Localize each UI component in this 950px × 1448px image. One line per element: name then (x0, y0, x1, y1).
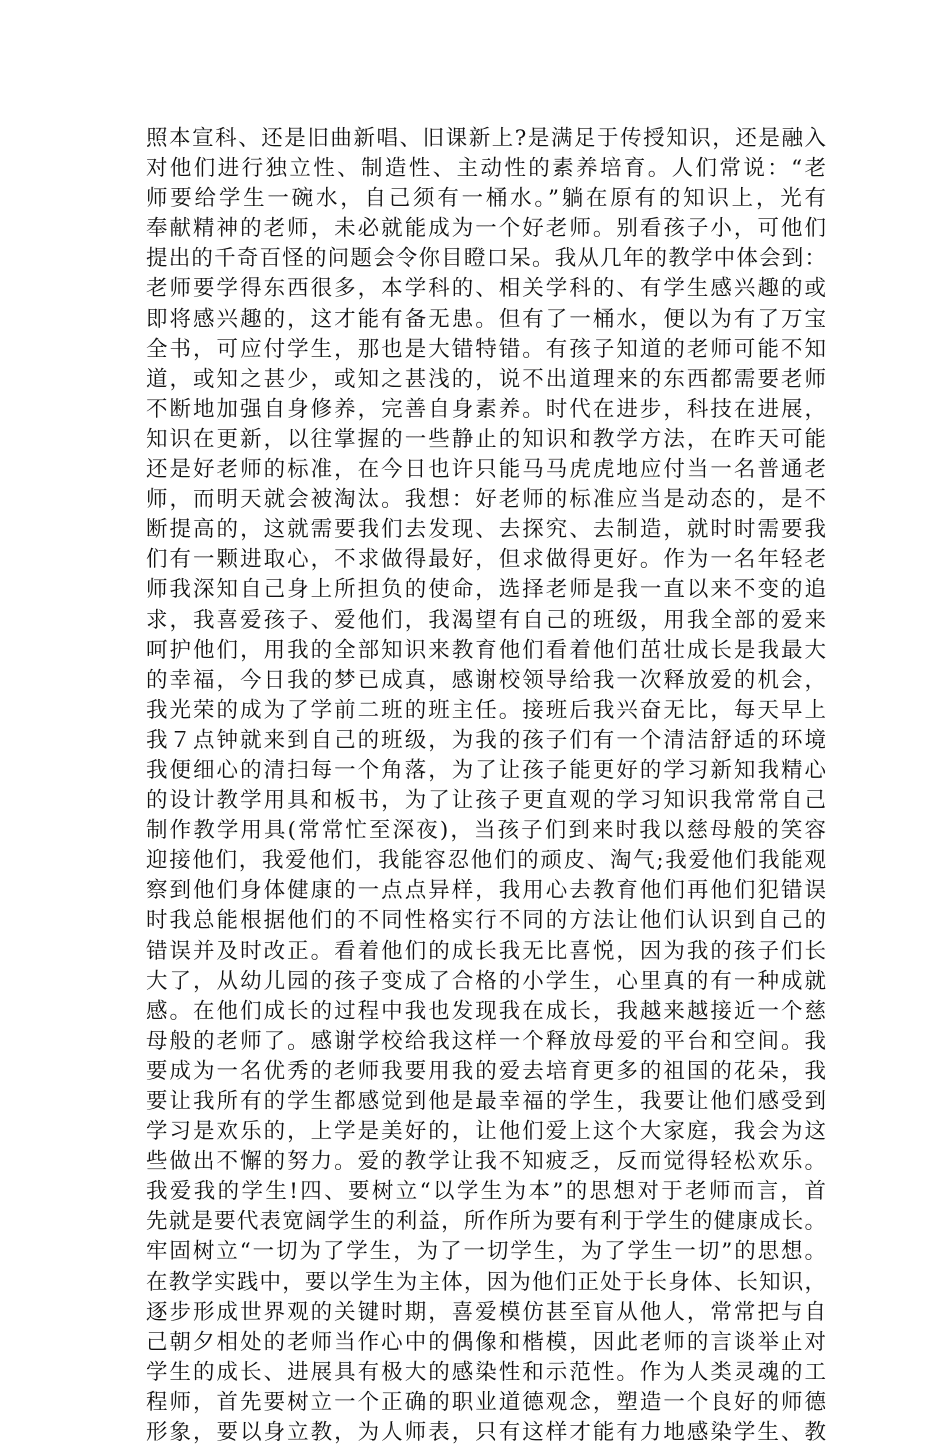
text-line: 程师，首先要树立一个正确的职业道德观念，塑造一个良好的师德 (146, 1389, 826, 1415)
text-line: 的幸福，今日我的梦已成真，感谢校领导给我一次释放爱的机会， (146, 667, 826, 693)
text-line: 奉献精神的老师，未必就能成为一个好老师。别看孩子小，可他们 (146, 216, 826, 242)
text-line: 要成为一名优秀的老师我要用我的爱去培育更多的祖国的花朵，我 (146, 1058, 826, 1084)
text-line: 全书，可应付学生，那也是大错特错。有孩子知道的老师可能不知 (146, 336, 826, 362)
text-line: 学习是欢乐的，上学是美好的，让他们爱上这个大家庭，我会为这 (146, 1119, 826, 1145)
text-line: 迎接他们，我爱他们，我能容忍他们的顽皮、淘气;我爱他们我能观 (146, 848, 826, 874)
text-line: 形象，要以身立教，为人师表，只有这样才能有力地感染学生、教 (146, 1420, 826, 1446)
text-line: 错误并及时改正。看着他们的成长我无比喜悦，因为我的孩子们长 (146, 938, 826, 964)
text-line: 道，或知之甚少，或知之甚浅的，说不出道理来的东西都需要老师 (146, 366, 826, 392)
text-line: 母般的老师了。感谢学校给我这样一个释放母爱的平台和空间。我 (146, 1028, 826, 1054)
text-line: 即将感兴趣的，这才能有备无患。但有了一桶水，便以为有了万宝 (146, 306, 826, 332)
text-line: 我便细心的清扫每一个角落，为了让孩子能更好的学习新知我精心 (146, 757, 826, 783)
text-line: 们有一颗进取心，不求做得最好，但求做得更好。作为一名年轻老 (146, 547, 826, 573)
text-line: 我爱我的学生!四、要树立“以学生为本”的思想对于老师而言，首 (146, 1179, 826, 1205)
text-line: 师，而明天就会被淘汰。我想：好老师的标准应当是动态的，是不 (146, 487, 826, 513)
text-line: 老师要学得东西很多，本学科的、相关学科的、有学生感兴趣的或 (146, 276, 826, 302)
text-line: 知识在更新，以往掌握的一些静止的知识和教学方法，在昨天可能 (146, 426, 826, 452)
text-line: 求，我喜爱孩子、爱他们，我渴望有自己的班级，用我全部的爱来 (146, 607, 826, 633)
text-line: 察到他们身体健康的一点点异样，我用心去教育他们再他们犯错误 (146, 878, 826, 904)
body-text (146, 124, 826, 1448)
text-line: 不断地加强自身修养，完善自身素养。时代在进步，科技在进展， (146, 396, 826, 422)
text-line: 己朝夕相处的老师当作心中的偶像和楷模，因此老师的言谈举止对 (146, 1329, 826, 1355)
text-line: 逐步形成世界观的关键时期，喜爱模仿甚至盲从他人，常常把与自 (146, 1299, 826, 1325)
text-line: 对他们进行独立性、制造性、主动性的素养培育。人们常说：“老 (146, 156, 826, 182)
text-line: 照本宣科、还是旧曲新唱、旧课新上?是满足于传授知识，还是融入 (146, 126, 826, 151)
text-line: 些做出不懈的努力。爱的教学让我不知疲乏，反而觉得轻松欢乐。 (146, 1149, 826, 1175)
text-line: 学生的成长、进展具有极大的感染性和示范性。作为人类灵魂的工 (146, 1359, 826, 1385)
text-line: 还是好老师的标准，在今日也许只能马马虎虎地应付当一名普通老 (146, 457, 826, 483)
text-line: 制作教学用具(常常忙至深夜)，当孩子们到来时我以慈母般的笑容 (146, 818, 826, 844)
text-line: 提出的千奇百怪的问题会令你目瞪口呆。我从几年的教学中体会到： (146, 246, 826, 272)
text-line: 大了，从幼儿园的孩子变成了合格的小学生，心里真的有一种成就 (146, 968, 826, 994)
text-line: 感。在他们成长的过程中我也发现我在成长，我越来越接近一个慈 (146, 998, 826, 1024)
text-line: 断提高的，这就需要我们去发现、去探究、去制造，就时时需要我 (146, 517, 826, 543)
text-line: 师我深知自己身上所担负的使命，选择老师是我一直以来不变的追 (146, 577, 826, 603)
text-line: 在教学实践中，要以学生为主体，因为他们正处于长身体、长知识， (146, 1269, 826, 1295)
text-line: 要让我所有的学生都感觉到他是最幸福的学生，我要让他们感受到 (146, 1089, 826, 1114)
text-line: 我７点钟就来到自己的班级，为我的孩子们有一个清洁舒适的环境 (146, 727, 826, 753)
text-line: 牢固树立“一切为了学生，为了一切学生，为了学生一切”的思想。 (146, 1239, 826, 1265)
text-line: 我光荣的成为了学前二班的班主任。接班后我兴奋无比，每天早上 (146, 697, 826, 723)
text-line: 师要给学生一碗水，自己须有一桶水。”躺在原有的知识上，光有 (146, 186, 826, 212)
text-line: 呵护他们，用我的全部知识来教育他们看着他们茁壮成长是我最大 (146, 637, 826, 663)
text-line: 的设计教学用具和板书，为了让孩子更直观的学习知识我常常自己 (146, 788, 826, 814)
text-line: 时我总能根据他们的不同性格实行不同的方法让他们认识到自己的 (146, 908, 826, 934)
text-line: 先就是要代表宽阔学生的利益，所作所为要有利于学生的健康成长。 (146, 1209, 826, 1235)
